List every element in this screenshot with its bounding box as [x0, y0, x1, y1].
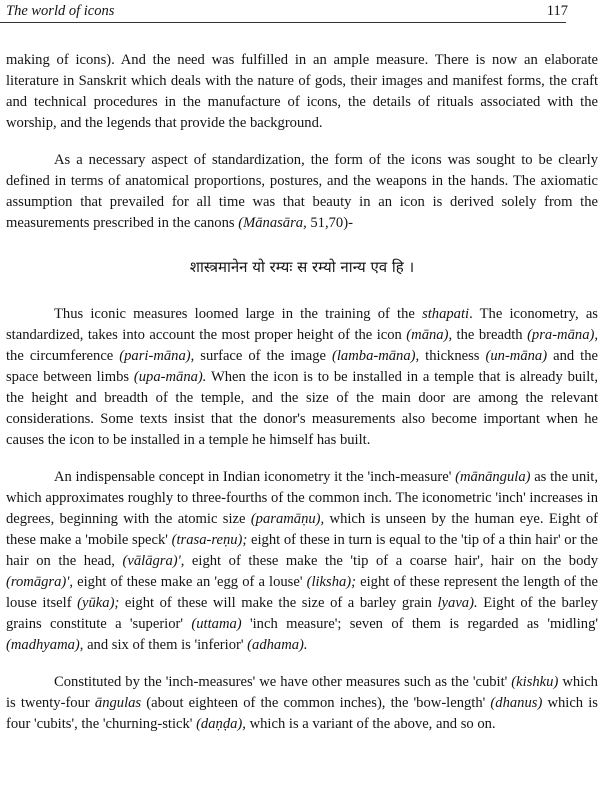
italic-term: (vālāgra)', [122, 553, 185, 569]
text-run: An indispensable concept in Indian iconometry it the 'inch-measure' [54, 469, 456, 485]
italic-term: (madhyama), [6, 637, 84, 653]
running-title: The world of icons [6, 3, 115, 19]
italic-term: (un-māna) [485, 348, 548, 364]
text-run: and six of them is 'inferior' [83, 637, 248, 653]
text-run: Eight of the barley grains constitute a 'superior' [6, 595, 598, 632]
italic-term: (māna), [406, 327, 453, 343]
text-run: thickness [419, 348, 486, 364]
text-run: making of icons). And the need was fulfilled in an ample measure. There is now an elaborate literature in Sanskrit which deals with the nature of gods, their images and manifest forms, the craft and technical procedures in the manufacture of icons, the details of rituals associated with the worship, and the legends that provide the background. [6, 52, 598, 131]
italic-term: (romāgra)', [6, 574, 74, 590]
paragraph-gap [6, 134, 598, 150]
text-run: (about eighteen of the common inches), the 'bow-length' [141, 695, 491, 711]
italic-term: (pra-māna), [527, 327, 598, 343]
italic-term: āngulas [94, 695, 142, 711]
text-run: surface of the image [194, 348, 333, 364]
italic-term: lyava). [437, 595, 478, 611]
text-run: . The iconometry, as standardized, takes into account the most proper height of the icon [6, 306, 598, 343]
paragraph-3 [6, 304, 598, 451]
text-run: which is twenty-four [6, 674, 598, 711]
italic-term: (daṇḍa), [196, 716, 246, 732]
text-run: Constituted by the 'inch-measures' we have other measures such as the 'cubit' [54, 674, 512, 690]
sanskrit-verse: शास्त्रमानेन यो रम्यः स रम्यो नान्य एव हि । [189, 258, 415, 276]
paragraph-gap [6, 451, 598, 467]
italic-term: sthapati [422, 306, 470, 322]
body-text [6, 50, 598, 735]
text-run: and the space between limbs [6, 348, 598, 385]
text-run: which is unseen by the human eye. Eight of these make a 'mobile speck' [6, 511, 598, 548]
text-run: the circumference [6, 348, 120, 364]
text-run: the breadth [452, 327, 528, 343]
paragraph-5 [6, 672, 598, 735]
italic-term: (dhanus) [490, 695, 543, 711]
italic-term: (upa-māna). [133, 369, 207, 385]
italic-term: (mānāngula) [455, 469, 531, 485]
italic-term: (yūka); [77, 595, 120, 611]
italic-term: (lamba-māna), [332, 348, 420, 364]
text-run: eight of these make an 'egg of a louse' [73, 574, 307, 590]
text-run: eight of these represent the length of the louse itself [6, 574, 598, 611]
text-run: eight of these make the 'tip of a coarse hair', hair on the body [184, 553, 598, 569]
text-run: eight of these will make the size of a barley grain [119, 595, 438, 611]
italic-term: (liksha); [306, 574, 357, 590]
paragraph-4 [6, 467, 598, 656]
page-number: 117 [546, 3, 568, 19]
italic-term: (Mānasāra, [238, 215, 307, 231]
text-run: which is four 'cubits', the 'churning-stick' [6, 695, 598, 732]
text-run: As a necessary aspect of standardization, the form of the icons was sought to be clearly defined in terms of anatomical proportions, postures, and the weapons in the hands. The axiomatic assumption that prevailed for all time was that beauty in an icon is derived solely from the measurements prescribed in the canons [6, 152, 598, 231]
italic-term: (trasa-reṇu); [171, 532, 248, 548]
text-run: Thus iconic measures loomed large in the training of the [54, 306, 423, 322]
italic-term: (uttama) [191, 616, 242, 632]
italic-term: (kishku) [511, 674, 559, 690]
text-run: 'inch measure'; seven of them is regarded as 'midling' [241, 616, 599, 632]
header-rule [0, 22, 566, 23]
text-run: When the icon is to be installed in a temple that is already built, the height and breadth of the temple, and the size of the main door are among the relevant considerations. Some texts insist that the donor's measurements also become important when he causes the icon to be installed in a temple he himself has built. [6, 369, 598, 448]
text-run: 51,70)- [306, 215, 353, 231]
text-run: as the unit, which approximates roughly to three-fourths of the common inch. The iconometric 'inch' increases in degrees, beginning with the atomic size [6, 469, 598, 527]
italic-term: (pari-māna), [119, 348, 195, 364]
paragraph-gap [6, 656, 598, 672]
italic-term: (paramāṇu), [250, 511, 325, 527]
paragraph-2 [6, 150, 598, 234]
text-run: eight of these in turn is equal to the 'tip of a thin hair' or the hair on the head, [6, 532, 598, 569]
text-run: which is a variant of the above, and so on. [245, 716, 496, 732]
running-header [6, 1, 568, 21]
italic-term: (adhama). [247, 637, 308, 653]
paragraph-1 [6, 50, 598, 134]
